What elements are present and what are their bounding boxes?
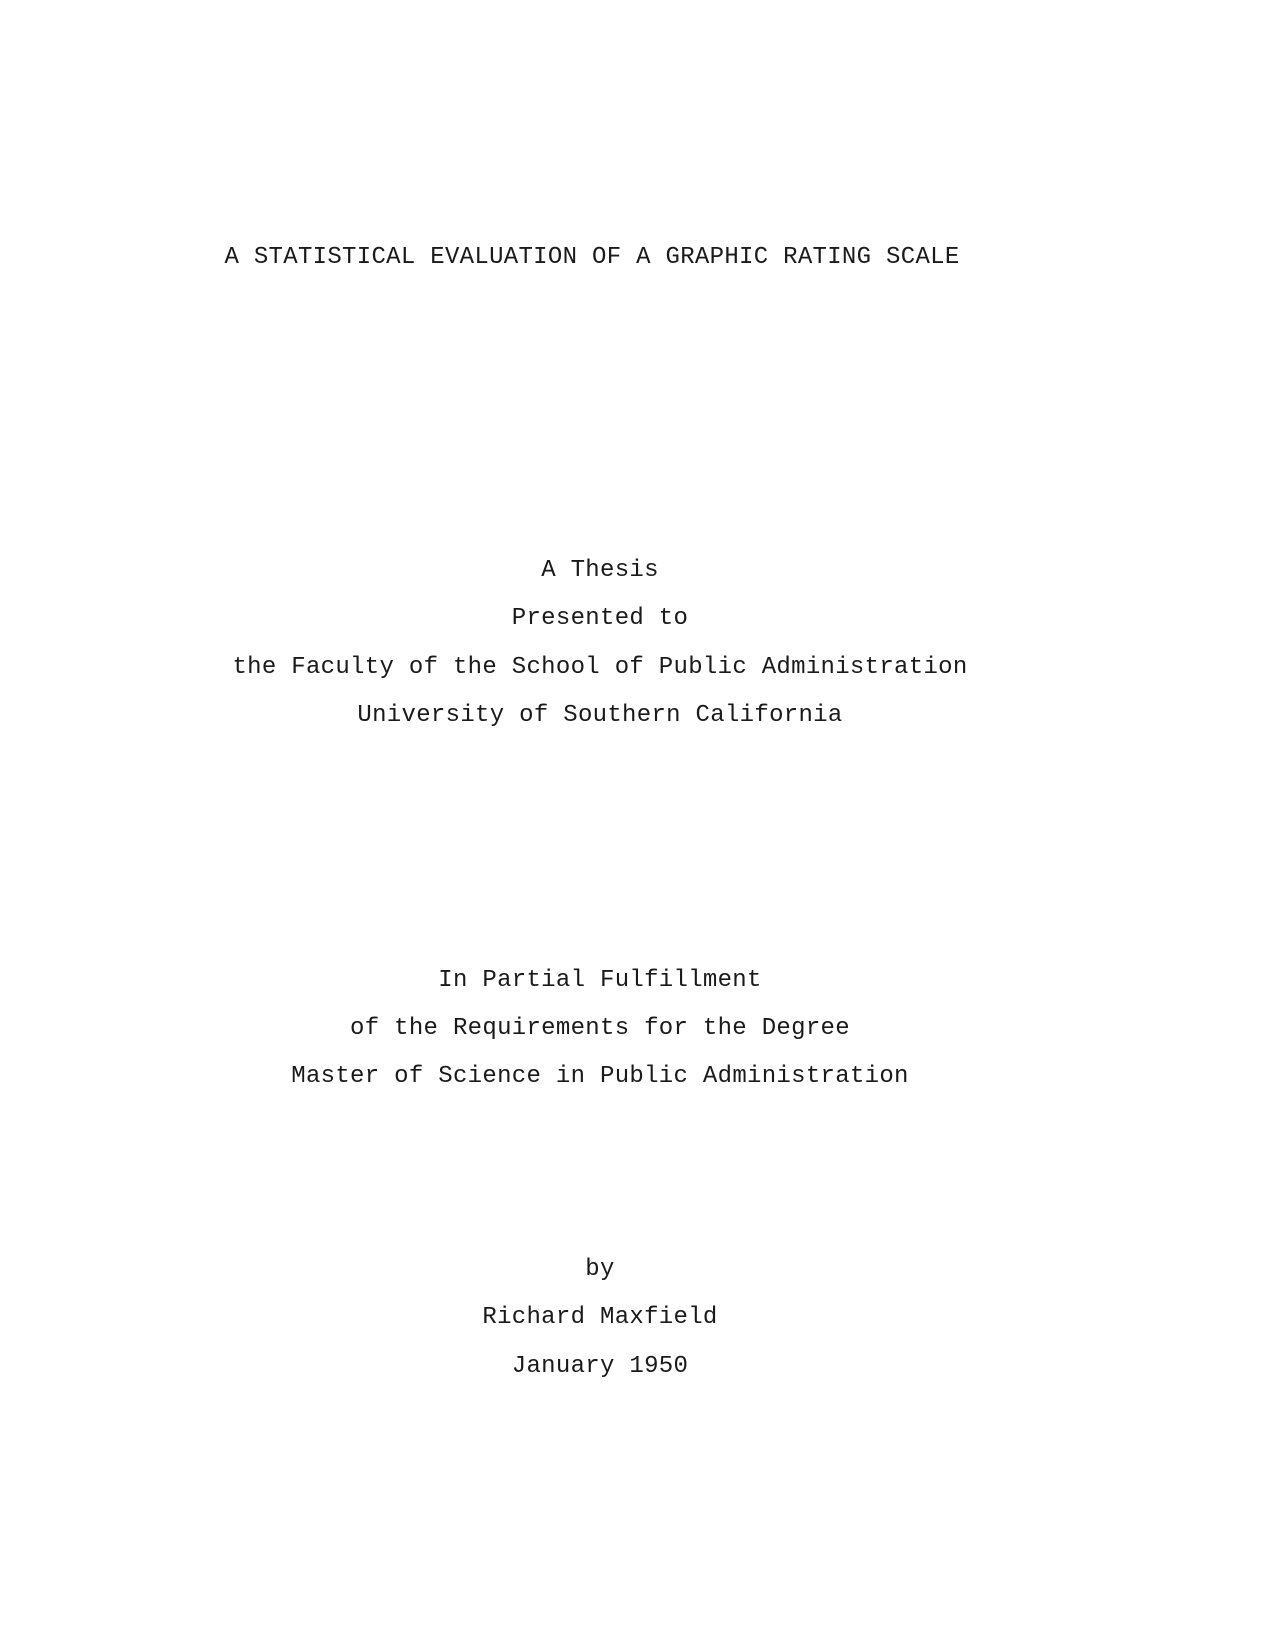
thesis-title: A STATISTICAL EVALUATION OF A GRAPHIC RATING SCALE: [224, 244, 960, 271]
date-line: January 1950: [511, 1353, 689, 1380]
presented-to-line: Presented to: [511, 605, 689, 632]
university-line: University of Southern California: [357, 702, 843, 729]
requirements-line: of the Requirements for the Degree: [350, 1015, 850, 1042]
faculty-line: the Faculty of the School of Public Administration: [232, 654, 968, 681]
by-line: by: [585, 1256, 615, 1283]
author-name: Richard Maxfield: [482, 1304, 718, 1331]
thesis-label: A Thesis: [541, 557, 659, 584]
degree-line: Master of Science in Public Administration: [291, 1063, 909, 1090]
fulfillment-line: In Partial Fulfillment: [438, 967, 762, 994]
